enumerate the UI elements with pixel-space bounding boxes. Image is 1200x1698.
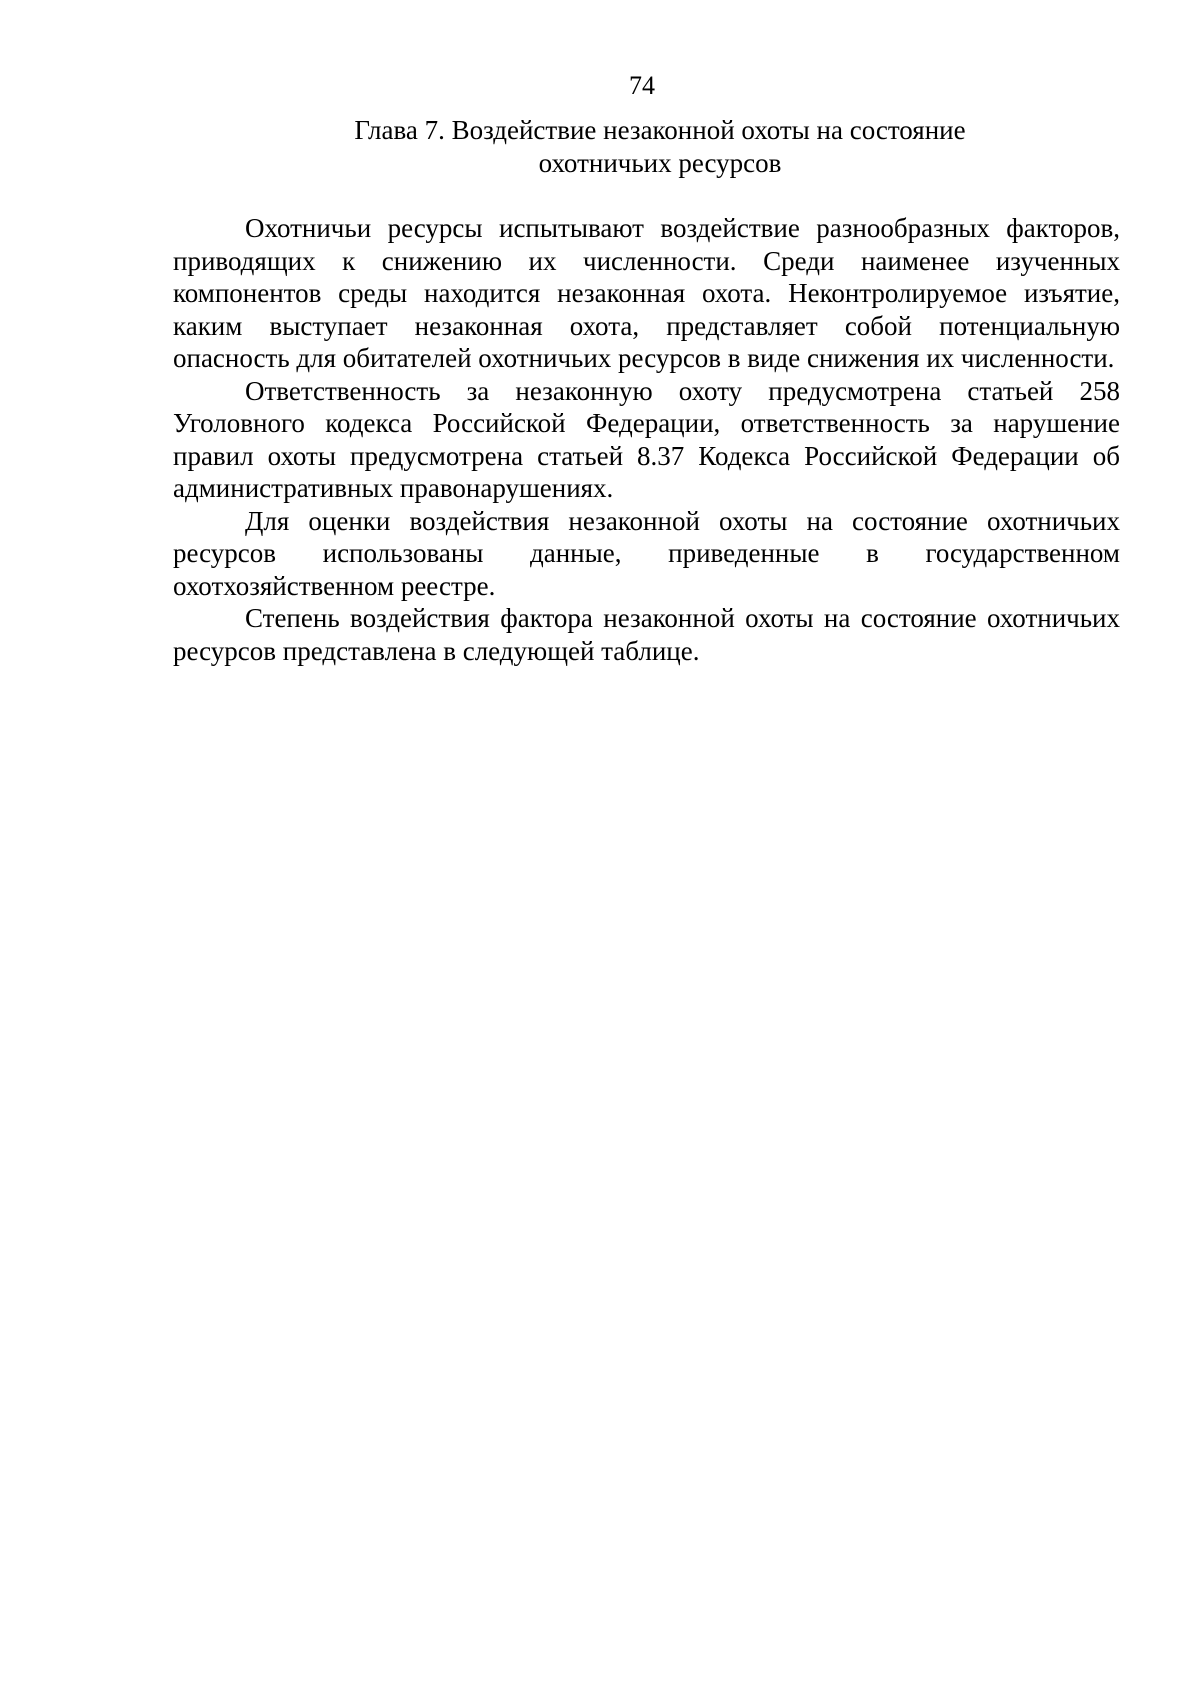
paragraph-4: Степень воздействия фактора незаконной охоты на состояние охотничьих ресурсов представлена в следующей таблице. (173, 603, 1120, 666)
chapter-title-line-2: охотничьих ресурсов (538, 148, 782, 178)
paragraph-1: Охотничьи ресурсы испытывают воздействие разнообразных факторов, приводящих к снижению их численности. Среди наименее изученных компонентов среды находится незаконная охота. Неконтролируемое изъятие, каким выступает незаконная охота, представляет собой потенциальную опасность для обитателей охотничьих ресурсов в виде снижения их численности. (173, 213, 1120, 373)
chapter-title-line-1: Глава 7. Воздействие незаконной охоты на состояние (354, 115, 966, 145)
chapter-title (340, 114, 980, 180)
body-text (173, 212, 1120, 667)
page-number: 74 (629, 71, 655, 100)
paragraph-2: Ответственность за незаконную охоту предусмотрена статьей 258 Уголовного кодекса Российской Федерации, ответственность за нарушение правил охоты предусмотрена статьей 8.37 Кодекса Российской Федерации об административных правонарушениях. (173, 375, 1120, 503)
paragraph-3: Для оценки воздействия незаконной охоты на состояние охотничьих ресурсов использованы данные, приведенные в государственном охотхозяйственном реестре. (173, 505, 1120, 601)
